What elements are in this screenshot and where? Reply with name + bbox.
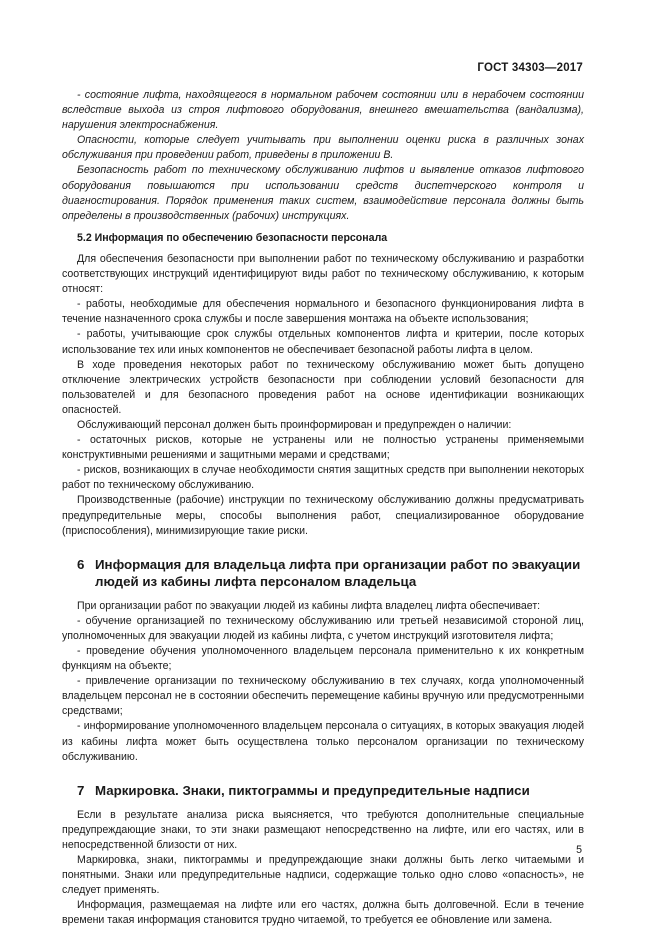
intro-paragraph: - состояние лифта, находящегося в нормальном рабочем состоянии или в нерабочем состоянии вследствие выхода из строя лифтового оборудования, внешнего вмешательства (вандализма), нарушения электроснабжения. <box>62 89 584 132</box>
section-7-number: 7 <box>77 782 85 798</box>
section-6-paragraph: - привлечение организации по техническому обслуживанию в тех случаях, когда уполномоченный владельцем персонал не в состоянии обеспечить перемещение кабины вручную или предусмотренными средствами; <box>62 675 584 718</box>
section-7-heading <box>77 782 584 799</box>
section-5-2-paragraph: - остаточных рисков, которые не устранены или не полностью устранены применяемыми конструктивными решениями и защитными мерами и средствами; <box>62 434 584 462</box>
section-6-heading-line2: людей из кабины лифта персоналом владельца <box>95 573 417 589</box>
section-5-2-paragraph: - работы, необходимые для обеспечения нормального и безопасного функционирования лифта в течение назначенного срока службы и после завершения монтажа на объекте использования; <box>62 298 584 326</box>
section-6-paragraph: - информирование уполномоченного владельцем персонала о ситуациях, в которых эвакуация людей из кабины лифта может быть осуществлена только персоналом организации по техническому обслуживанию. <box>62 720 584 763</box>
section-5-2-paragraph: Для обеспечения безопасности при выполнении работ по техническому обслуживанию и разработки соответствующих инструкций идентифицируют виды работ по техническому обслуживанию, к которым относят: <box>62 252 584 296</box>
section-6-paragraph: При организации работ по эвакуации людей из кабины лифта владелец лифта обеспечивает: <box>77 599 541 612</box>
section-5-2-paragraph: - работы, учитывающие срок службы отдельных компонентов лифта и критерии, после которых использование тех или иных компонентов не обеспечивает безопасной работы лифта в целом. <box>62 328 584 356</box>
section-6-paragraph: - обучение организацией по техническому обслуживанию или третьей независимой стороной лиц, уполномоченных для эвакуации людей из кабины лифта, с учетом инструкций изготовителя лифта; <box>62 614 584 642</box>
section-6-heading <box>77 556 584 590</box>
page-content <box>62 88 584 929</box>
section-5-2-heading: 5.2 Информация по обеспечению безопасности персонала <box>77 231 388 244</box>
section-7-paragraph: Если в результате анализа риска выясняется, что требуются дополнительные специальные предупреждающие знаки, то эти знаки размещают непосредственно на лифте, или его частях, или в непосредственной близости от них. <box>62 808 584 851</box>
section-6-number: 6 <box>77 556 85 572</box>
section-6-paragraph: - проведение обучения уполномоченного владельцем персонала применительно к их конкретным функциям на объекте; <box>62 645 584 673</box>
intro-paragraph: Опасности, которые следует учитывать при выполнении оценки риска в различных зонах обслуживания при проведении работ, приведены в приложении В. <box>62 134 584 162</box>
section-6-heading-line1: Информация для владельца лифта при организации работ по эвакуации <box>95 556 581 572</box>
section-7-paragraph: Информация, размещаемая на лифте или его частях, должна быть долговечной. Если в течение времени такая информация становится трудно читаемой, то требуется ее обновление или замена. <box>62 899 584 927</box>
section-5-2-paragraph: - рисков, возникающих в случае необходимости снятия защитных средств при выполнении некоторых работ по техническому обслуживанию. <box>62 464 584 492</box>
section-7-heading-text: Маркировка. Знаки, пиктограммы и предупредительные надписи <box>95 782 530 798</box>
section-5-2-paragraph: В ходе проведения некоторых работ по техническому обслуживанию может быть допущено отключение электрических устройств безопасности при соблюдении условий безопасности для пользователей и для безопасного проведения работ на основе идентификации возникающих опасностей. <box>62 358 584 416</box>
page-number: 5 <box>576 844 582 856</box>
section-7-paragraph: Маркировка, знаки, пиктограммы и предупреждающие знаки должны быть легко читаемыми и понятными. Знаки или предупредительные надписи, содержащие только одно слово «опасность», не следует применять. <box>62 854 584 897</box>
intro-paragraph: Безопасность работ по техническому обслуживанию лифтов и выявление отказов лифтового оборудования повышаются при использовании средств диспетчерского контроля и диагностирования. Порядок применения таких систем, взаимодействие персонала должны быть определены в производственных (рабочих) инструкциях. <box>62 164 584 222</box>
section-5-2-paragraph: Производственные (рабочие) инструкции по техническому обслуживанию должны предусматривать предупредительные меры, способы выполнения работ, специализированное оборудование (приспособления), минимизирующие такие риски. <box>62 494 584 537</box>
section-5-2-paragraph: Обслуживающий персонал должен быть проинформирован и предупрежден о наличии: <box>77 418 512 431</box>
document-id-header: ГОСТ 34303—2017 <box>477 62 583 74</box>
